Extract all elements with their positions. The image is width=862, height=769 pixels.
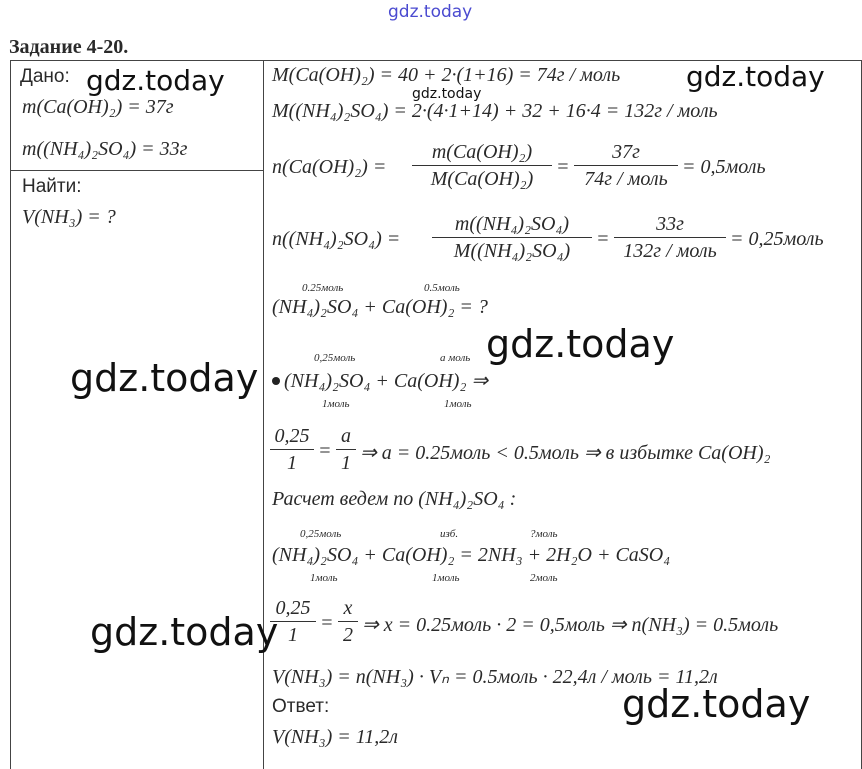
reaction1-annotation-hydroxide: 0.5моль bbox=[424, 282, 460, 294]
reaction3-annotation-hydroxide: изб. bbox=[440, 528, 459, 540]
answer-label: Ответ: bbox=[272, 696, 330, 717]
given-label: Дано: bbox=[20, 66, 70, 87]
moles-calcium-hydroxide-label: n(Ca(OH)₂) = bbox=[272, 156, 387, 178]
given-mass-ammonium-sulfate: m((NH₄)₂SO₄) = 33г bbox=[22, 138, 188, 160]
reaction2-coefficient-hydroxide: 1моль bbox=[444, 398, 472, 410]
equals-sign: = bbox=[556, 156, 570, 178]
reaction3-annotation-ammonia: ?моль bbox=[530, 528, 558, 540]
proportion1-left bbox=[270, 424, 314, 475]
reaction3-coefficient-ammonia: 2моль bbox=[530, 572, 558, 584]
watermark-lower-left: gdz.today bbox=[90, 610, 279, 654]
watermark-top-right: gdz.today bbox=[686, 60, 825, 93]
find-label: Найти: bbox=[22, 176, 82, 197]
table-middle-divider bbox=[263, 60, 264, 769]
fraction-numerator: 0,25 bbox=[274, 425, 310, 447]
answer-value: V(NH₃) = 11,2л bbox=[272, 726, 399, 748]
given-find-divider bbox=[10, 170, 263, 171]
moles-ammonium-sulfate-label: n((NH₄)₂SO₄) = bbox=[272, 228, 401, 250]
fraction-numerator: 0,25 bbox=[275, 597, 311, 619]
equals-sign: = bbox=[320, 612, 334, 634]
fraction-bar bbox=[574, 165, 678, 166]
moles-calcium-hydroxide-result: = 0,5моль bbox=[682, 156, 766, 178]
watermark-bottom-right: gdz.today bbox=[622, 682, 811, 726]
moles-ammonium-sulfate-values bbox=[614, 212, 726, 263]
watermark-small: gdz.today bbox=[412, 86, 482, 102]
molar-mass-ammonium-sulfate: M((NH₄)₂SO₄) = 2·(4·1+14) + 32 + 16·4 = 132г / моль bbox=[272, 100, 718, 122]
fraction-bar bbox=[270, 449, 314, 450]
fraction-denominator: M((NH₄)₂SO₄) bbox=[453, 240, 571, 262]
given-mass-calcium-hydroxide: m(Ca(OH)₂) = 37г bbox=[22, 96, 174, 118]
reaction1-annotation-ammonium: 0.25моль bbox=[302, 282, 344, 294]
reaction-proportion-setup: (NH₄)₂SO₄ + Ca(OH)₂ ⇒ bbox=[284, 370, 489, 392]
equals-sign: = bbox=[596, 228, 610, 250]
fraction-denominator: 132г / моль bbox=[623, 240, 717, 262]
fraction-denominator: 1 bbox=[287, 452, 297, 474]
fraction-denominator: 2 bbox=[343, 624, 353, 646]
fraction-bar bbox=[336, 449, 356, 450]
fraction-numerator: 33г bbox=[656, 213, 684, 235]
reaction3-coefficient-hydroxide: 1моль bbox=[432, 572, 460, 584]
moles-ammonium-sulfate-result: = 0,25моль bbox=[730, 228, 824, 250]
watermark-top: gdz.today bbox=[388, 2, 473, 22]
reaction2-annotation-ammonium: 0,25моль bbox=[314, 352, 356, 364]
fraction-bar bbox=[412, 165, 552, 166]
table-left-border bbox=[10, 60, 11, 769]
fraction-denominator: 74г / моль bbox=[584, 168, 668, 190]
balanced-reaction: (NH₄)₂SO₄ + Ca(OH)₂ = 2NH₃ + 2H₂O + CaSO₄ bbox=[272, 544, 671, 566]
fraction-numerator: x bbox=[343, 597, 353, 619]
fraction-numerator: a bbox=[341, 425, 351, 447]
molar-mass-calcium-hydroxide: M(Ca(OH)₂) = 40 + 2·(1+16) = 74г / моль bbox=[272, 64, 621, 86]
watermark-center: gdz.today bbox=[486, 322, 675, 366]
reaction3-annotation-ammonium: 0,25моль bbox=[300, 528, 342, 540]
fraction-numerator: 37г bbox=[612, 141, 640, 163]
equals-sign: = bbox=[318, 440, 332, 462]
watermark-left: gdz.today bbox=[70, 356, 259, 400]
bullet-dot bbox=[272, 377, 280, 385]
proportion1-right bbox=[336, 424, 356, 475]
moles-ammonia-result: ⇒ x = 0.25моль · 2 = 0,5моль ⇒ n(NH₃) = 0.5моль bbox=[362, 614, 779, 636]
fraction-denominator: M(Ca(OH)₂) bbox=[430, 168, 534, 190]
fraction-bar bbox=[432, 237, 592, 238]
fraction-numerator: m((NH₄)₂SO₄) bbox=[454, 213, 570, 235]
task-title: Задание 4-20. bbox=[9, 36, 129, 58]
find-volume-ammonia: V(NH₃) = ? bbox=[22, 206, 116, 228]
fraction-bar bbox=[338, 621, 358, 622]
moles-calcium-hydroxide-fraction bbox=[412, 140, 552, 191]
fraction-bar bbox=[614, 237, 726, 238]
reaction3-coefficient-ammonium: 1моль bbox=[310, 572, 338, 584]
fraction-denominator: 1 bbox=[288, 624, 298, 646]
reaction2-annotation-hydroxide: a моль bbox=[440, 352, 471, 364]
watermark-given: gdz.today bbox=[86, 64, 225, 97]
fraction-numerator: m(Ca(OH)₂) bbox=[431, 141, 533, 163]
moles-ammonium-sulfate-fraction bbox=[432, 212, 592, 263]
fraction-denominator: 1 bbox=[341, 452, 351, 474]
reaction2-coefficient-ammonium: 1моль bbox=[322, 398, 350, 410]
proportion2-right bbox=[338, 596, 358, 647]
moles-calcium-hydroxide-values bbox=[574, 140, 678, 191]
excess-conclusion: ⇒ a = 0.25моль < 0.5моль ⇒ в избытке Ca(OH)₂ bbox=[360, 442, 771, 464]
volume-ammonia-calculation: V(NH₃) = n(NH₃) · Vₙ = 0.5моль · 22,4л / моль = 11,2л bbox=[272, 666, 718, 688]
calculation-basis-note: Расчет ведем по (NH₄)₂SO₄ : bbox=[272, 488, 517, 510]
reaction-question: (NH₄)₂SO₄ + Ca(OH)₂ = ? bbox=[272, 296, 488, 318]
